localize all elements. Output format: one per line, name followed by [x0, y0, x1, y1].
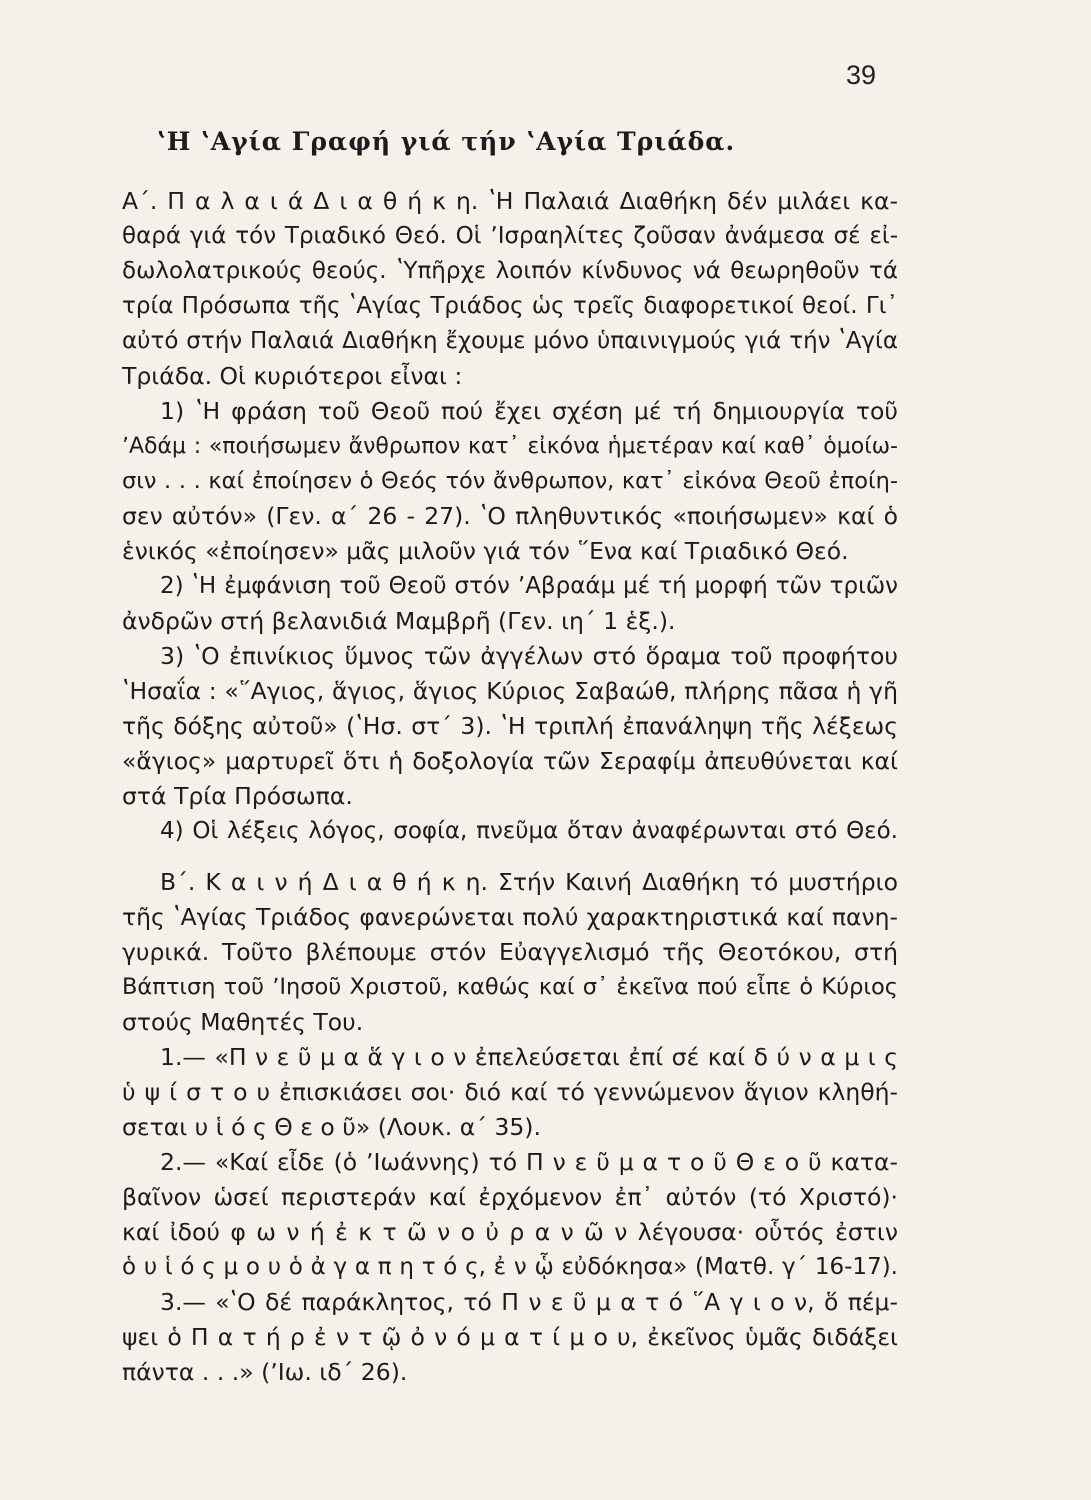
- text-line: Βάπτιση τοῦ ʼΙησοῦ Χριστοῦ, καθώς καί σ᾽ ἐκεῖνα πού εἶπε ὁ Κύριος: [122, 974, 898, 1000]
- text-line: θαρά γιά τόν Τριαδικό Θεό. Οἱ ʼΙσραηλίτες ζοῦσαν ἀνάμεσα σέ εἰ-: [122, 223, 898, 249]
- body-text: [122, 184, 898, 1390]
- text-line: τῆς ʽΑγίας Τριάδος φανερώνεται πολύ χαρακτηριστικά καί πανη-: [122, 903, 898, 931]
- text-line: Β΄. Κ α ι ν ή Δ ι α θ ή κ η. Στήν Καινή Διαθήκη τό μυστήριο: [160, 868, 898, 896]
- text-line: 2) ʽΗ ἐμφάνιση τοῦ Θεοῦ στόν ʼΑβραάμ μέ τή μορφή τῶν τριῶν: [160, 573, 898, 599]
- text-line: αὐτό στήν Παλαιά Διαθήκη ἔχουμε μόνο ὑπαινιγμούς γιά τήν ʽΑγία: [122, 328, 898, 354]
- text-line: 4) Οἱ λέξεις λόγος, σοφία, πνεῦμα ὅταν ἀναφέρωνται στό Θεό.: [160, 818, 898, 844]
- text-line: τῆς δόξης αὐτοῦ» (ʽΗσ. στ΄ 3). ʽΗ τριπλή ἐπανάληψη τῆς λέξεως: [122, 712, 898, 740]
- text-line: σεται υ ἱ ό ς Θ ε ο ῦ» (Λουκ. α΄ 35).: [122, 1113, 541, 1141]
- text-line: στούς Μαθητές Του.: [122, 1008, 364, 1036]
- text-line: 3.— «ʽΟ δέ παράκλητος, τό Π ν ε ῦ μ α τ ό ῞Α γ ι ο ν, ὅ πέμ-: [160, 1288, 898, 1316]
- text-line: ἑνικός «ἐποίησεν» μᾶς μιλοῦν γιά τόν ῞Ενα καί Τριαδικό Θεό.: [122, 537, 849, 565]
- text-line: τρία Πρόσωπα τῆς ʽΑγίας Τριάδος ὡς τρεῖς διαφορετικοί θεοί. Γι᾽: [122, 293, 898, 319]
- page-number: 39: [846, 60, 877, 90]
- text-line: σεν αὐτόν» (Γεν. α΄ 26 - 27). ʽΟ πληθυντικός «ποιήσωμεν» καί ὁ: [122, 502, 898, 530]
- text-line: «ἅγιος» μαρτυρεῖ ὅτι ἡ δοξολογία τῶν Σεραφίμ ἀπευθύνεται καί: [122, 747, 898, 775]
- text-line: βαῖνον ὡσεί περιστεράν καί ἐρχόμενον ἐπ᾽ αὐτόν (τό Χριστό)·: [122, 1183, 898, 1211]
- text-line: 1.— «Π ν ε ῦ μ α ἅ γ ι ο ν ἐπελεύσεται ἐπί σέ καί δ ύ ν α μ ι ς: [160, 1043, 898, 1071]
- text-line: σιν . . . καί ἐποίησεν ὁ Θεός τόν ἄνθρωπον, κατ᾽ εἰκόνα Θεοῦ ἐποίη-: [122, 468, 898, 494]
- text-line: ὑ ψ ί σ τ ο υ ἐπισκιάσει σοι· διό καί τό γεννώμενον ἅγιον κληθή-: [122, 1078, 898, 1106]
- text-line: Τριάδα. Οἱ κυριότεροι εἶναι :: [122, 362, 463, 390]
- text-line: Α΄. Π α λ α ι ά Δ ι α θ ή κ η. ʽΗ Παλαιά Διαθήκη δέν μιλάει κα-: [122, 187, 898, 215]
- text-line: γυρικά. Τοῦτο βλέπουμε στόν Εὐαγγελισμό τῆς Θεοτόκου, στή: [122, 938, 898, 966]
- text-line: στά Τρία Πρόσωπα.: [122, 782, 353, 810]
- text-line: 3) ʽΟ ἐπινίκιος ὕμνος τῶν ἀγγέλων στό ὅραμα τοῦ προφήτου: [160, 642, 898, 670]
- text-line: 2.— «Καί εἶδε (ὁ ʼΙωάννης) τό Π ν ε ῦ μ α τ ο ῦ Θ ε ο ῦ κατα-: [160, 1148, 898, 1176]
- text-line: ἀνδρῶν στή βελανιδιά Μαμβρῆ (Γεν. ιη΄ 1 ἑξ.).: [122, 607, 676, 635]
- text-line: ὁ υ ἱ ό ς μ ο υ ὁ ἀ γ α π η τ ό ς, ἐ ν ᾧ εὐδόκησα» (Ματθ. γ΄ 16-17).: [122, 1254, 898, 1280]
- text-line: πάντα . . .» (ʼΙω. ιδ΄ 26).: [122, 1358, 408, 1386]
- text-line: καί ἰδού φ ω ν ή ἐ κ τ ῶ ν ο ὐ ρ α ν ῶ ν λέγουσα· οὗτός ἐστιν: [122, 1218, 898, 1246]
- text-line: ʼΑδάμ : «ποιήσωμεν ἄνθρωπον κατ᾽ εἰκόνα ἡμετέραν καί καθ᾽ ὁμοίω-: [122, 434, 898, 459]
- text-line: ʽΗσαΐα : «῞Αγιος, ἅγιος, ἅγιος Κύριος Σαβαώθ, πλήρης πᾶσα ἡ γῆ: [122, 677, 898, 705]
- text-line: δωλολατρικούς θεούς. ʽΥπῆρχε λοιπόν κίνδυνος νά θεωρηθοῦν τά: [122, 258, 898, 284]
- text-line: ψει ὁ Π α τ ή ρ ἐ ν τ ῷ ὀ ν ό μ α τ ί μ ο υ, ἐκεῖνος ὑμᾶς διδάξει: [122, 1323, 898, 1351]
- page-title: ʽΗ ʽΑγία Γραφή γιά τήν ʽΑγία Τριάδα.: [157, 127, 736, 156]
- text-line: 1) ʽΗ φράση τοῦ Θεοῦ πού ἔχει σχέση μέ τή δημιουργία τοῦ: [160, 397, 898, 425]
